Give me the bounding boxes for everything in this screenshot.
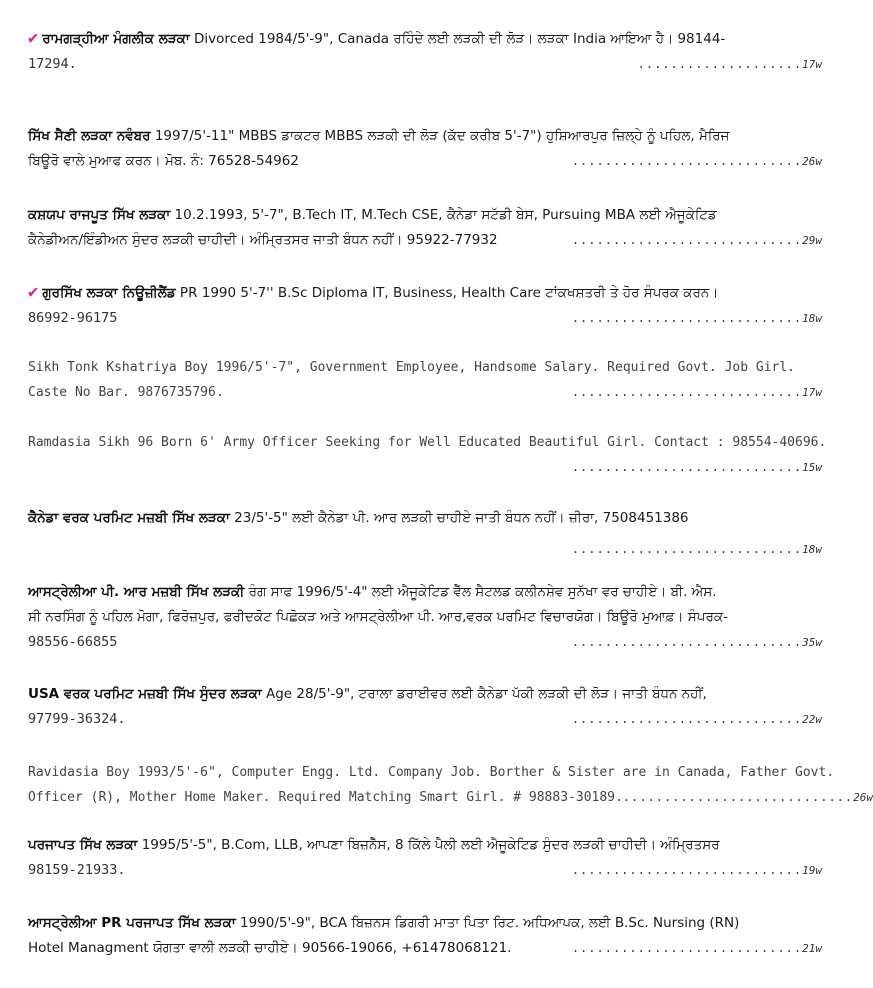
- ad-code-text: 19w: [802, 864, 822, 877]
- ad-code-text: 29w: [802, 234, 822, 247]
- ad-line: [28, 380, 822, 405]
- ad-line: [28, 760, 835, 785]
- ad-line: [28, 355, 822, 380]
- ad-line: [28, 306, 822, 331]
- classified-ad: [28, 430, 827, 480]
- ad-text: 98556-66855: [28, 634, 118, 650]
- ad-text: Age 28/5'-9", ਟਰਾਲਾ ਡਰਾਈਵਰ ਲਈ ਕੈਨੇਡਾ ਪੱਕੀ ਲੜਕੀ ਦੀ ਲੋੜ। ਜਾਤੀ ਬੰਧਨ ਨਹੀਂ,: [261, 686, 707, 702]
- ad-code: [572, 630, 822, 655]
- classified-ad: [28, 26, 822, 77]
- ad-code: [572, 940, 822, 956]
- ad-text: Officer (R), Mother Home Maker. Required Matching Smart Girl. # 98883-30189.: [28, 790, 623, 805]
- ad-text: Divorced 1984/5'-9", Canada ਰਹਿੰਦੇ ਲਈ ਲੜਕੀ ਦੀ ਲੋੜ। ਲੜਕਾ India ਆਇਆ ਹੈ। 98144-: [189, 31, 726, 47]
- ad-code-text: 17w: [802, 58, 822, 71]
- leader-dots: ....................: [637, 57, 803, 71]
- ad-text: 1995/5'-5", B.Com, LLB, ਆਪਣਾ ਬਿਜ਼ਨੈੱਸ, 8 ਕਿੱਲੇ ਪੈਲੀ ਲਈ ਐਜੂਕੇਟਿਡ ਸੁੰਦਰ ਲੜਕੀ ਚਾਹੀਦੀ। ਅੰਮ੍ਰਿਤਸਰ: [137, 837, 720, 853]
- leader-dots: ............................: [571, 154, 803, 168]
- ad-code-text: 21w: [802, 942, 822, 955]
- ad-code-text: 17w: [802, 386, 822, 399]
- ad-line: [28, 707, 822, 732]
- leader-dots: ............................: [571, 863, 803, 877]
- ad-text: 17294.: [28, 56, 77, 72]
- ad-text: 23/5'-5" ਲਈ ਕੈਨੇਡਾ ਪੀ. ਆਰ ਲੜਕੀ ਚਾਹੀਏ ਜਾਤੀ ਬੰਧਨ ਨਹੀਂ। ਜ਼ੀਰਾ, 7508451386: [229, 510, 689, 526]
- ad-line: [28, 149, 822, 174]
- ad-line: [28, 580, 822, 605]
- leader-dots: ............................: [571, 311, 803, 325]
- ad-line: [28, 455, 822, 480]
- ad-line: [28, 203, 822, 228]
- ad-heading: ਸਿੱਖ ਸੈਣੀ ਲੜਕਾ ਨਵੰਬਰ: [28, 128, 151, 144]
- ad-code: [572, 306, 822, 331]
- ad-line: [28, 506, 822, 531]
- classified-ad: [28, 833, 822, 883]
- leader-dots: ............................: [622, 790, 854, 804]
- leader-dots: ............................: [571, 941, 803, 955]
- ad-text: 1997/5'-11" MBBS ਡਾਕਟਰ MBBS ਲੜਕੀ ਦੀ ਲੋੜ (ਕੱਦ ਕਰੀਬ 5'-7") ਹੁਸ਼ਿਆਰਪੁਰ ਜ਼ਿਲ੍ਹੇ ਨੂੰ ਪਹਿਲ, ਮੈਰਿਜ: [150, 128, 730, 144]
- ad-heading: ਗੁਰਸਿੱਖ ਲੜਕਾ ਨਿਊਜ਼ੀਲੈਂਡ: [42, 285, 176, 301]
- ad-text: ਸੀ ਨਰਸਿੰਗ ਨੂੰ ਪਹਿਲ ਮੋਗਾ, ਫਿਰੋਜ਼ਪੁਰ, ਫਰੀਦਕੋਟ ਪਿਛੋਕੜ ਅਤੇ ਆਸਟ੍ਰੇਲੀਆ ਪੀ. ਆਰ,ਵਰਕ ਪਰਮਿਟ ਵਿਚਾਰਯੋਗ। ਬਿਊਰੋ ਮੁਆਫ਼। ਸੰਪਰਕ-: [28, 609, 728, 625]
- ad-line: [28, 26, 822, 52]
- ad-line: [28, 430, 827, 455]
- leader-dots: ............................: [571, 233, 803, 247]
- classified-ad: [28, 682, 822, 732]
- ad-code-text: 26w: [802, 155, 822, 168]
- classified-ad: [28, 280, 822, 331]
- ad-text: ਕੈਨੇਡੀਅਨ/ਇੰਡੀਅਨ ਸੁੰਦਰ ਲੜਕੀ ਚਾਹੀਦੀ। ਅੰਮ੍ਰਿਤਸਰ ਜਾਤੀ ਬੰਧਨ ਨਹੀਂ। 95922-77932: [28, 232, 498, 248]
- ad-line: [28, 785, 873, 810]
- ad-heading: ਕੈਨੇਡਾ ਵਰਕ ਪਰਮਿਟ ਮਜ਼ਬੀ ਸਿੱਖ ਲੜਕਾ: [28, 510, 230, 526]
- ad-text: ਬਿਊਰੋ ਵਾਲੇ ਮੁਆਫ ਕਰਨ। ਮੋਬ. ਨੰ: 76528-54962: [28, 153, 299, 169]
- ad-line: [28, 833, 822, 858]
- ad-code-text: 22w: [802, 713, 822, 726]
- classified-ad: [28, 355, 822, 405]
- ad-text: Ravidasia Boy 1993/5'-6", Computer Engg. Ltd. Company Job. Borther & Sister are in Canada, Father Govt.: [28, 765, 835, 780]
- ad-heading: ਕਸ਼ਯਪ ਰਾਜਪੂਤ ਸਿੱਖ ਲੜਕਾ: [28, 207, 171, 223]
- leader-dots: ............................: [571, 385, 803, 399]
- leader-dots: ............................: [571, 712, 803, 726]
- checkmark-icon: ✔: [28, 28, 39, 48]
- leader-dots: ............................: [571, 542, 803, 556]
- ad-line: [28, 280, 822, 306]
- ad-line: [28, 124, 822, 149]
- ad-code-text: 18w: [802, 543, 822, 556]
- ad-code: [572, 858, 822, 883]
- ad-text: PR 1990 5'-7'' B.Sc Diploma IT, Business, Health Care ਟਾਂਕਖਸ਼ਤਰੀ ਤੇ ਹੋਰ ਸੰਪਰਕ ਕਰਨ।: [175, 285, 719, 301]
- ad-heading: USA ਵਰਕ ਪਰਮਿਟ ਮਜ਼ਬੀ ਸਿੱਖ ਸੁੰਦਰ ਲੜਕਾ: [28, 686, 262, 702]
- ad-line: [28, 630, 822, 655]
- ad-code: [638, 52, 822, 77]
- ad-text: Sikh Tonk Kshatriya Boy 1996/5'-7", Government Employee, Handsome Salary. Required Govt. Job Girl.: [28, 360, 796, 375]
- ad-heading: ਆਸਟ੍ਰੇਲੀਆ PR ਪਰਜਾਪਤ ਸਿੱਖ ਲੜਕਾ: [28, 915, 236, 931]
- classified-ad: [28, 124, 822, 174]
- classified-ad: [28, 760, 873, 810]
- ad-code-text: 35w: [802, 636, 822, 649]
- ad-line: [28, 537, 822, 562]
- ad-code: [572, 149, 822, 174]
- ad-line: [28, 682, 822, 707]
- ad-line: [28, 228, 822, 253]
- ad-code-text: 26w: [853, 791, 873, 804]
- ad-text: Caste No Bar. 9876735796.: [28, 385, 224, 400]
- classified-ad: [28, 580, 822, 655]
- ad-text: 1990/5'-9", BCA ਬਿਜ਼ਨਸ ਡਿਗਰੀ ਮਾਤਾ ਪਿਤਾ ਰਿਟ. ਅਧਿਆਪਕ, ਲਈ B.Sc. Nursing (RN): [235, 915, 740, 931]
- ad-code: [572, 380, 822, 405]
- ad-code: [572, 707, 822, 732]
- classified-ad: [28, 911, 822, 961]
- ad-text: 97799-36324.: [28, 711, 126, 727]
- classified-ad: [28, 203, 822, 253]
- ad-code-text: 15w: [802, 461, 822, 474]
- ad-text: 10.2.1993, 5'-7", B.Tech IT, M.Tech CSE, ਕੈਨੇਡਾ ਸਟੱਡੀ ਬੇਸ, Pursuing MBA ਲਈ ਐਜੂਕੇਟਿਡ: [170, 207, 717, 223]
- ad-text: Ramdasia Sikh 96 Born 6' Army Officer Seeking for Well Educated Beautiful Girl. Contact : 98554-40696.: [28, 435, 827, 450]
- ad-heading: ਆਸਟ੍ਰੇਲੀਆ ਪੀ. ਆਰ ਮਜ਼ਬੀ ਸਿੱਖ ਲੜਕੀ: [28, 584, 245, 600]
- ad-heading: ਪਰਜਾਪਤ ਸਿੱਖ ਲੜਕਾ: [28, 837, 138, 853]
- ad-line: [28, 858, 822, 883]
- ad-code-text: 18w: [802, 312, 822, 325]
- ad-code: [623, 785, 873, 810]
- ad-text: ਰੰਗ ਸਾਫ 1996/5'-4" ਲਈ ਐਜੂਕੇਟਿਡ ਵੈੱਲ ਸੈਟਲਡ ਕਲੀਨਸ਼ੇਵ ਸੁਨੱਖਾ ਵਰ ਚਾਹੀਏ। ਬੀ. ਐਸ.: [244, 584, 717, 600]
- ad-code: [572, 228, 822, 253]
- classified-ad: [28, 506, 822, 562]
- ad-text: 98159-21933.: [28, 862, 126, 878]
- ad-line: [28, 605, 822, 630]
- ad-text: 86992-96175: [28, 310, 118, 326]
- leader-dots: ............................: [571, 635, 803, 649]
- ad-code: [572, 537, 822, 562]
- ad-heading: ਰਾਮਗੜ੍ਹੀਆ ਮੰਗਲੀਕ ਲੜਕਾ: [42, 31, 190, 47]
- ad-code: [572, 455, 822, 480]
- checkmark-icon: ✔: [28, 282, 39, 302]
- ad-line: [28, 52, 822, 77]
- ad-line: [28, 911, 822, 936]
- ad-text: Hotel Managment ਯੋਗਤਾ ਵਾਲੀ ਲੜਕੀ ਚਾਹੀਏ। 90566-19066, +61478068121.: [28, 940, 512, 956]
- leader-dots: ............................: [571, 460, 803, 474]
